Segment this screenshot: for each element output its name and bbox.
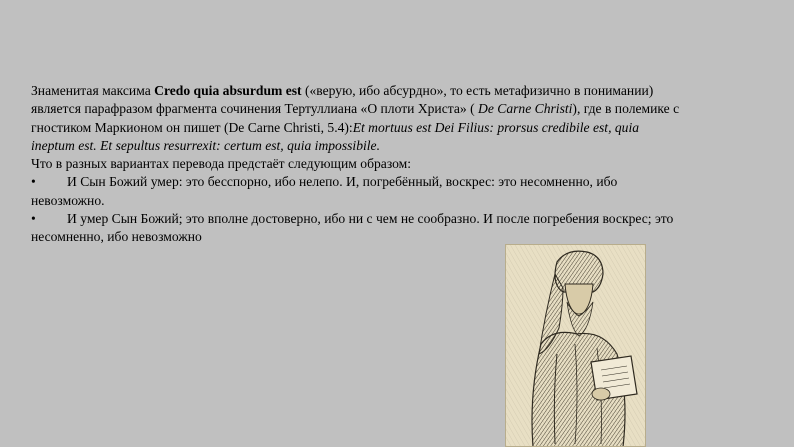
- text-span: («верую, ибо абсурдно», то есть метафизично в понимании): [301, 83, 654, 98]
- bullet-icon: •: [31, 174, 36, 190]
- text-line-1: [31, 82, 794, 100]
- text-line-3: [31, 119, 794, 137]
- text-line-5: Что в разных вариантах перевода предстаёт следующим образом:: [31, 156, 412, 172]
- text-span: гностиком Маркионом он пишет (De Carne Christi, 5.4):: [31, 119, 353, 135]
- bullet-text: И умер Сын Божий; это вполне достоверно, ибо ни с чем не сообразно. И после погребения воскрес; это: [67, 211, 674, 227]
- bullet-item-1: [31, 173, 794, 191]
- main-text: [31, 82, 794, 247]
- bullet-text: И Сын Божий умер: это бесспорно, ибо нелепо. И, погребённый, воскрес: это несомненно, ибо: [67, 174, 618, 190]
- latin-quote: Et mortuus est Dei Filius: prorsus credibile est, quia: [352, 119, 640, 135]
- bullet-item-2-cont: несомненно, ибо невозможно: [31, 229, 202, 245]
- text-line-4: ineptum est. Et sepultus resurrexit: certum est, quia impossibile.: [31, 137, 380, 153]
- tertullian-portrait-image: [505, 244, 646, 447]
- text-span: ), где в полемике с: [572, 101, 680, 117]
- bullet-item-1-cont: невозможно.: [31, 192, 105, 208]
- bullet-item-2: [31, 210, 794, 228]
- bullet-icon: •: [31, 211, 36, 227]
- engraving-portrait-icon: [505, 244, 646, 447]
- latin-maxim: Credo quia absurdum est: [154, 83, 302, 98]
- text-span: является парафразом фрагмента сочинения Тертуллиана «О плоти Христа» (: [31, 101, 479, 117]
- latin-title: De Carne Christi: [478, 101, 573, 117]
- text-line-2: [31, 100, 794, 118]
- text-span: Знаменитая максима: [31, 83, 155, 98]
